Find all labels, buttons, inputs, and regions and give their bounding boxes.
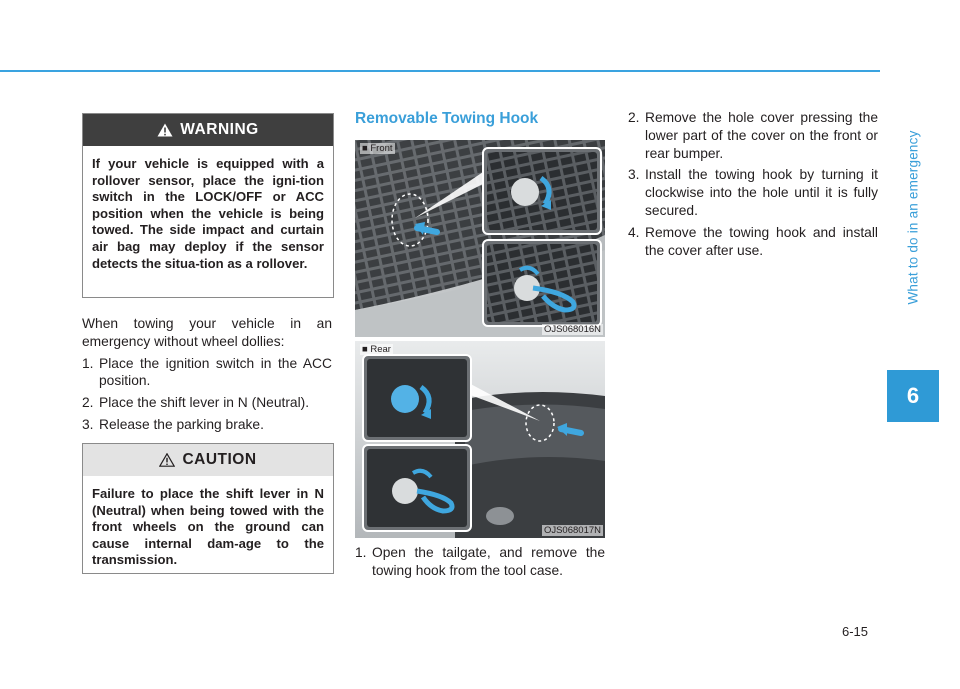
rear-figure-label: ■ Rear: [362, 344, 391, 355]
front-bumper-illustration: [355, 140, 605, 337]
list-item: [355, 544, 605, 580]
front-towing-figure: [355, 140, 605, 337]
step-number: 2.: [628, 110, 640, 125]
warning-body: If your vehicle is equipped with a rollover sensor, place the igni-tion switch in the LOCK/OFF or ACC position when the vehicle is being towed. The side impact and curtain air bag may deploy if the sensor detects the situa-tion as a rollover.: [92, 156, 324, 271]
towing-steps-right: [628, 109, 878, 259]
towing-steps-left: [355, 544, 605, 580]
chapter-tab: 6: [887, 370, 939, 422]
caution-body: Failure to place the shift lever in N (Neutral) when being towed with the front wheels on the ground can cause internal dam-age to the transmission.: [92, 486, 324, 568]
warning-header: [83, 114, 333, 146]
step-number: 2.: [82, 395, 94, 411]
step-number: 4.: [628, 224, 640, 240]
list-item: [628, 109, 878, 162]
towing-hook-title: Removable Towing Hook: [355, 110, 539, 127]
step1-block: [355, 544, 605, 584]
list-item: [628, 224, 878, 260]
step-text: Remove the hole cover pressing the lower part of the cover on the front or rear bumper.: [645, 110, 878, 161]
step-text: Remove the towing hook and install the cover after use.: [645, 224, 878, 258]
step-number: 3.: [82, 416, 94, 432]
caution-box: [82, 443, 334, 574]
warning-triangle-icon: [157, 123, 173, 137]
caution-header: [83, 444, 333, 476]
warning-title: WARNING: [180, 121, 259, 138]
step-number: 3.: [628, 167, 640, 183]
list-item: [82, 355, 332, 391]
intro-text: When towing your vehicle in an emergency without wheel dollies:: [82, 316, 332, 349]
rear-bumper-illustration: [355, 341, 605, 538]
step-text: Open the tailgate, and remove the towing hook from the tool case.: [372, 545, 605, 578]
step-text: Place the ignition switch in the ACC position.: [99, 355, 332, 389]
section-title-text: What to do in an emergency: [905, 130, 921, 305]
list-item: [82, 394, 332, 412]
caution-title: CAUTION: [182, 451, 257, 468]
rear-figure-code: OJS068017N: [543, 525, 601, 536]
page-number: 6-15: [842, 624, 869, 639]
step-text: Install the towing hook by turning it clockwise into the hole until it is fully secured.: [645, 167, 878, 218]
intro-block: [82, 315, 332, 438]
front-figure-code: OJS068016N: [543, 324, 601, 335]
caution-triangle-icon: [159, 453, 175, 467]
list-item: [628, 166, 878, 219]
step-number: 1.: [355, 545, 367, 560]
step-text: Place the shift lever in N (Neutral).: [99, 395, 310, 411]
header-rule: [0, 70, 880, 72]
step-text: Release the parking brake.: [99, 416, 264, 432]
side-section-title: [887, 60, 939, 375]
step-number: 1.: [82, 355, 94, 371]
list-item: [82, 416, 332, 434]
steps-right-block: [628, 109, 878, 263]
warning-box: [82, 113, 334, 298]
rear-towing-figure: [355, 341, 605, 538]
front-figure-label: ■ Front: [362, 143, 393, 154]
intro-steps: [82, 355, 332, 434]
